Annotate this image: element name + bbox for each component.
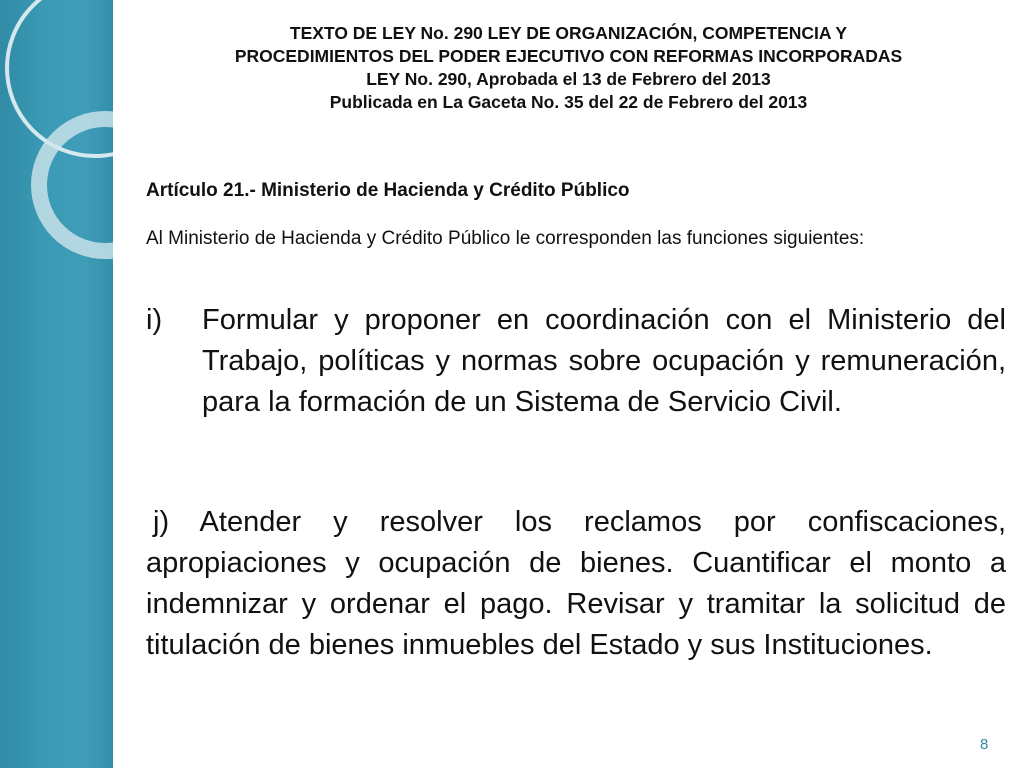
- article-intro: Al Ministerio de Hacienda y Crédito Público le corresponden las funciones siguientes:: [146, 228, 865, 249]
- page-number: 8: [980, 736, 989, 753]
- decorative-rings: [0, 0, 113, 768]
- document-header: [113, 22, 1024, 114]
- header-line-1: TEXTO DE LEY No. 290 LEY DE ORGANIZACIÓN, COMPETENCIA Y: [289, 23, 848, 43]
- list-item-i: [146, 300, 1006, 423]
- header-line-3: LEY No. 290, Aprobada el 13 de Febrero del 2013: [366, 69, 771, 89]
- decorative-sidebar: [0, 0, 113, 768]
- list-item-i-text: Formular y proponer en coordinación con el Ministerio del Trabajo, políticas y normas sobre ocupación y remuneración, para la formación de un Sistema de Servicio Civil.: [202, 304, 1006, 418]
- list-marker-i: i): [146, 304, 163, 336]
- header-line-4: Publicada en La Gaceta No. 35 del 22 de Febrero del 2013: [329, 92, 808, 112]
- header-line-2: PROCEDIMIENTOS DEL PODER EJECUTIVO CON REFORMAS INCORPORADAS: [234, 46, 903, 66]
- article-title: Artículo 21.- Ministerio de Hacienda y Crédito Público: [146, 180, 630, 201]
- list-item-j: j) Atender y resolver los reclamos por confiscaciones, apropiaciones y ocupación de bienes. Cuantificar el monto a indemnizar y ordenar el pago. Revisar y tramitar la solicitud de titulación de bienes inmuebles del Estado y sus Instituciones.: [146, 506, 1006, 661]
- decorative-ring-thick: [39, 119, 113, 251]
